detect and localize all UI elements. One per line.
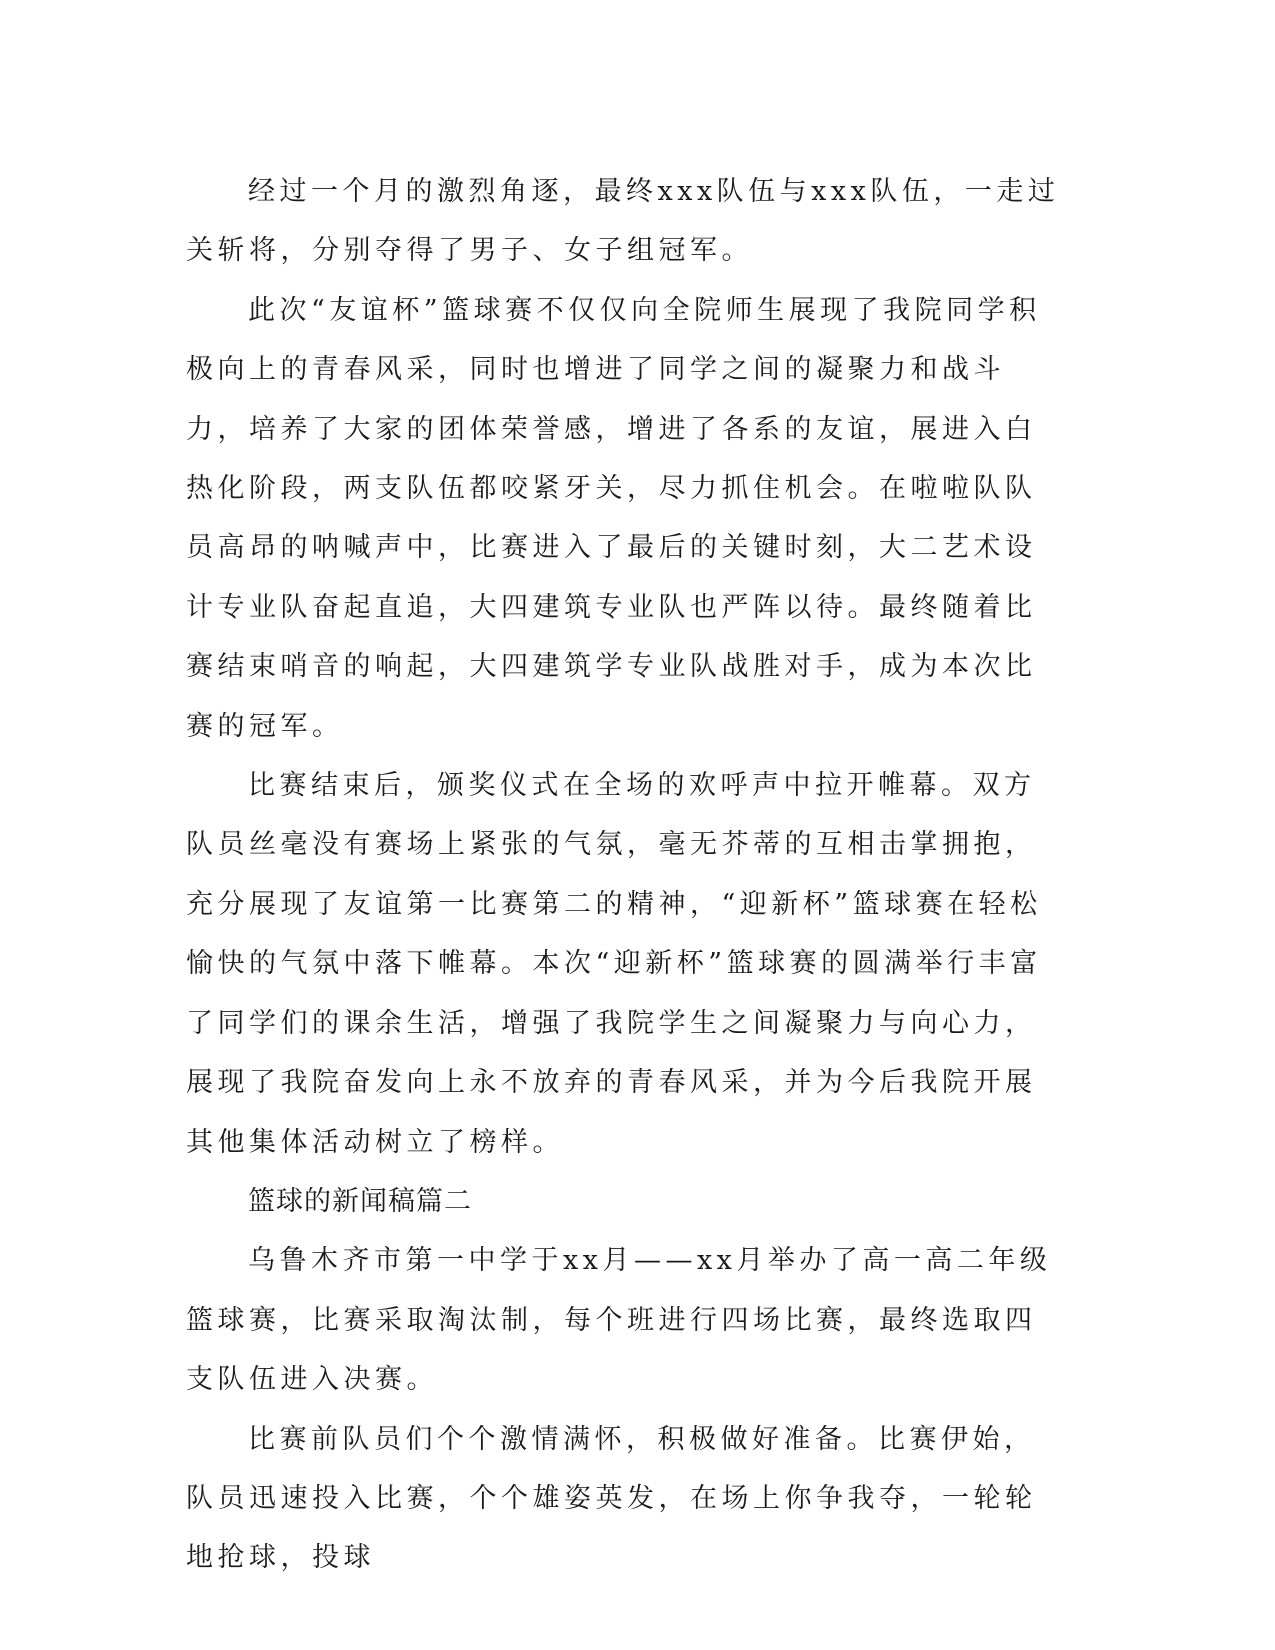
section-heading: 篮球的新闻稿篇二 (248, 1185, 472, 1217)
paragraph-award-ceremony: 比赛结束后，颁奖仪式在全场的欢呼声中拉开帷幕。双方队员丝毫没有赛场上紧张的气氛，毫无芥蒂的互相击掌拥抱，充分展现了友谊第一比赛第二的精神，“迎新杯”篮球赛在轻松愉快的气氛中落下帷幕。本次“迎新杯”篮球赛的圆满举行丰富了同学们的课余生活，增强了我院学生之间凝聚力与向心力，展现了我院奋发向上永不放弃的青春风采，并为今后我院开展其他集体活动树立了榜样。 (186, 770, 1042, 1158)
paragraph-urumqi-tournament: 乌鲁木齐市第一中学于xx月——xx月举办了高一高二年级篮球赛，比赛采取淘汰制，每个班进行四场比赛，最终选取四支队伍进入决赛。 (186, 1245, 1052, 1396)
paragraph-final-results: 经过一个月的激烈角逐，最终xxx队伍与xxx队伍，一走过关斩将，分别夺得了男子、女子组冠军。 (186, 176, 1060, 267)
document-body (186, 162, 1066, 1588)
paragraph-friendship-cup: 此次“友谊杯”篮球赛不仅仅向全院师生展现了我院同学积极向上的青春风采，同时也增进了同学之间的凝聚力和战斗力，培养了大家的团体荣誉感，增进了各系的友谊，展进入白热化阶段，两支队伍都咬紧牙关，尽力抓住机会。在啦啦队队员高昂的呐喊声中，比赛进入了最后的关键时刻，大二艺术设计专业队奋起直追，大四建筑专业队也严阵以待。最终随着比赛结束哨音的响起，大四建筑学专业队战胜对手，成为本次比赛的冠军。 (186, 294, 1041, 742)
paragraph-match-start: 比赛前队员们个个激情满怀，积极做好准备。比赛伊始，队员迅速投入比赛，个个雄姿英发，在场上你争我夺，一轮轮地抢球，投球 (186, 1423, 1037, 1574)
